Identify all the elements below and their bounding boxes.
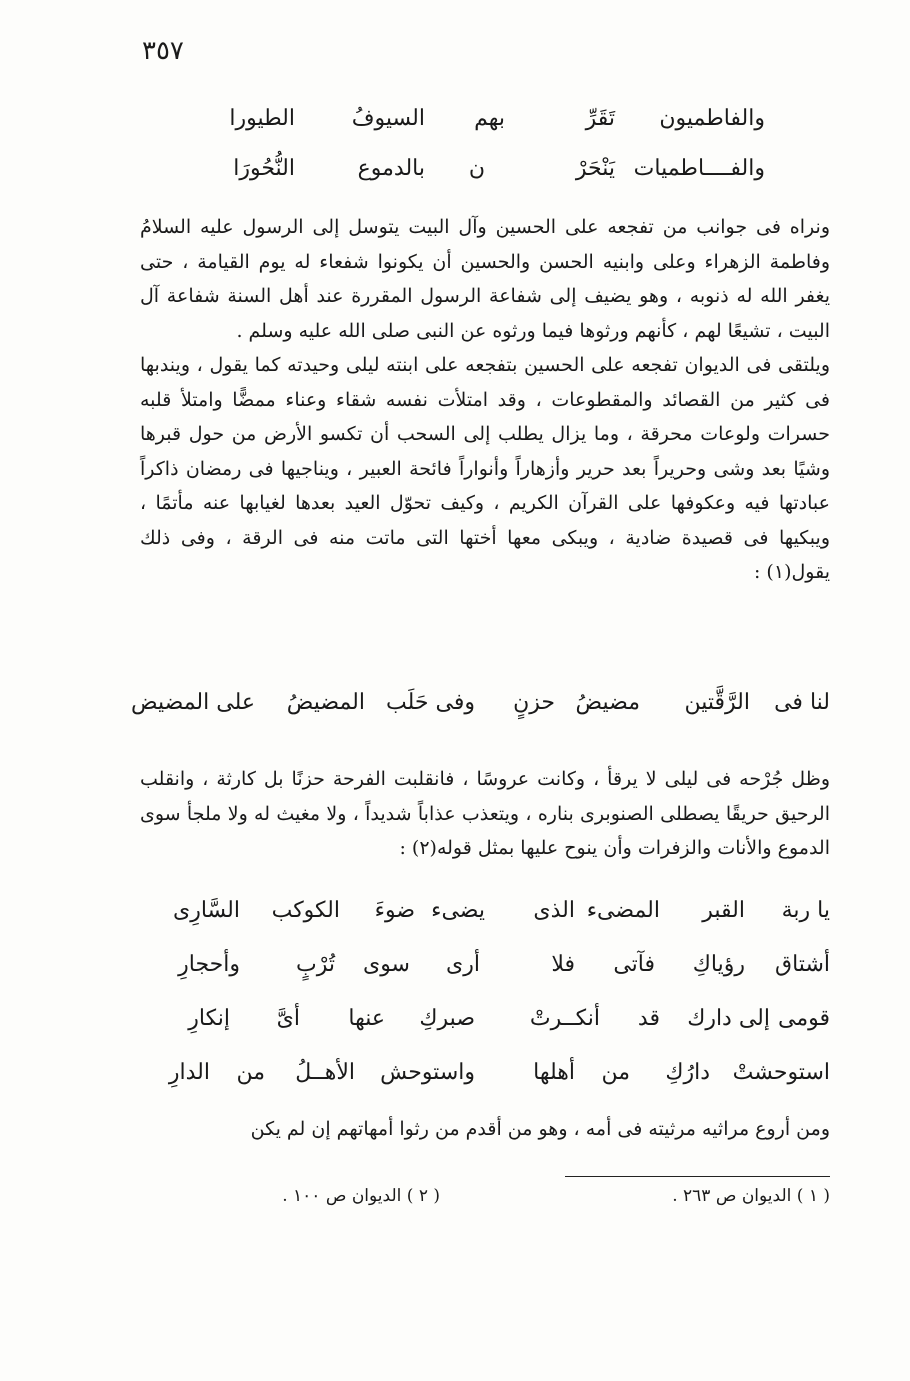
poem-word: ضوءَ	[374, 898, 415, 923]
verse-word: على المضيض	[131, 690, 255, 715]
poem-word: قومى	[777, 1006, 830, 1031]
verse-word: والفاطميون	[659, 106, 765, 131]
verse-line	[205, 156, 765, 206]
paragraph: وظل جُرْحه فى ليلى لا يرقأ ، وكانت عروسًا ، فانقلبت الفرحة حزنًا بل كارثة ، وانقلب الرحيق حريقًا يصطلى الصنوبرى بناره ، ويتعذب عذاباً شديداً ، ولا مغيث له ولا ملجأ سوى الدموع والأنات والزفرات وأن ينوح عليها بمثل قوله(٢) :	[140, 768, 830, 859]
poem-word: قد	[637, 1006, 660, 1031]
poem-word: إنكارِ	[188, 1006, 230, 1031]
poem-word: واستوحش	[380, 1060, 475, 1085]
poem-word: الذى	[533, 898, 575, 923]
poem-word: الكوكب	[271, 898, 340, 923]
verse-word: لنا فى	[774, 690, 830, 715]
body-text	[140, 210, 830, 590]
poem-word: السَّارِى	[173, 898, 240, 923]
poem-word: من	[601, 1060, 630, 1085]
poem-word: الدارِ	[168, 1060, 210, 1085]
footnote: ( ٢ ) الديوان ص ١٠٠ .	[282, 1186, 440, 1206]
verse-word: وفى حَلَب	[386, 690, 475, 715]
poem-word: رؤياكِ	[692, 952, 745, 977]
poem-line	[140, 1006, 830, 1060]
poem-word: أشتاق	[775, 952, 830, 977]
poem-word: استوحشتْ	[732, 1060, 830, 1085]
poem-word: صبركِ	[419, 1006, 475, 1031]
poem-word: أىَّ	[276, 1006, 300, 1031]
verse-word: النُّحُورَا	[233, 156, 295, 181]
verse-word: بهم	[474, 106, 505, 131]
paragraph: ومن أروع مراثيه مرثيته فى أمه ، وهو من أقدم من رثوا أمهاتهم إن لم يكن	[250, 1118, 830, 1140]
verse-word: الطيورا	[229, 106, 295, 131]
poem-line	[140, 952, 830, 1006]
poem-line	[140, 898, 830, 952]
page-number: ٣٥٧	[142, 36, 184, 66]
poem-word: إلى دارك	[687, 1006, 770, 1031]
poem-word: فلا	[551, 952, 575, 977]
poem-word: أرى	[446, 952, 480, 977]
footnote-divider	[565, 1176, 830, 1177]
poem-word: تُرْبٍ	[296, 952, 335, 977]
poem-line	[140, 1060, 830, 1114]
verse-word: يَنْحَرْ	[575, 156, 615, 181]
verse-word: بالدموع	[357, 156, 425, 181]
opening-verses	[205, 106, 765, 206]
poem-word: الأهــلُ	[295, 1060, 355, 1085]
poem	[140, 898, 830, 1114]
poem-word: سوى	[362, 952, 410, 977]
verse-word: ن	[468, 156, 485, 181]
verse-word: مضيضُ	[575, 690, 640, 715]
paragraph: ويلتقى فى الديوان تفجعه على الحسين بتفجعه على ابنته ليلى وحيدته كما يقول ، ويندبها فى كثير من القصائد والمقطوعات ، وقد امتلأت نفسه شقاء وعناء ممضًّا وامتلأ قلبه حسرات ولوعات محرقة ، وما يزال يطلب إلى السحب أن تكسو الأرض من حول قبرها وشيًا بعد وشى وحريراً بعد حرير وأزهاراً وأنواراً فائحة العبير ، ويناجيها فى رمضان ذاكراً عبادتها فيه وعكوفها على القرآن الكريم ، وكيف تحوّل العيد بعدها لغيابها عنه مأتمًا ، ويبكيها فى قصيدة ضادية ، ويبكى معها أختها التى ماتت منه فى الرقة ، وفى ذلك يقول(١) :	[140, 354, 830, 583]
verse-line	[205, 106, 765, 156]
poem-word: القبر	[702, 898, 745, 923]
paragraph: ونراه فى جوانب من تفجعه على الحسين وآل البيت يتوسل إلى الرسول عليه السلامُ وفاطمة الزهراء وعلى وابنيه الحسن والحسين أن يكونوا شفعاء له يوم القيامة ، حتى يغفر الله له ذنوبه ، وهو يضيف إلى شفاعة الرسول المقررة عند أهل السنة شفاعة آل البيت ، تشيعًا لهم ، كأنهم ورثوها فيما ورثوه عن النبى صلى الله عليه وسلم .	[140, 216, 830, 342]
footnote: ( ١ ) الديوان ص ٢٦٣ .	[672, 1186, 830, 1206]
poem-word: دارُكِ	[665, 1060, 710, 1085]
body-text	[140, 1112, 830, 1147]
poem-word: أهلها	[533, 1060, 575, 1085]
poem-word: يضىء	[431, 898, 485, 923]
poem-word: أنكــرتْ	[529, 1006, 600, 1031]
verse-word: والفــــاطميات	[633, 156, 765, 181]
poem-word: عنها	[348, 1006, 385, 1031]
body-text	[140, 762, 830, 866]
poem-word: من	[236, 1060, 265, 1085]
poem-word: فآتى	[613, 952, 655, 977]
verse-word: حزنٍ	[513, 690, 555, 715]
poem-word: يا ربة	[781, 898, 830, 923]
poem-word: وأحجارِ	[178, 952, 240, 977]
verse-word: المضيضُ	[286, 690, 365, 715]
verse-word: تَقَرِّ	[585, 106, 615, 131]
verse-word: الرَّقَّتين	[684, 690, 750, 715]
verse-word: السيوفُ	[351, 106, 425, 131]
poem-word: المضىء	[586, 898, 660, 923]
